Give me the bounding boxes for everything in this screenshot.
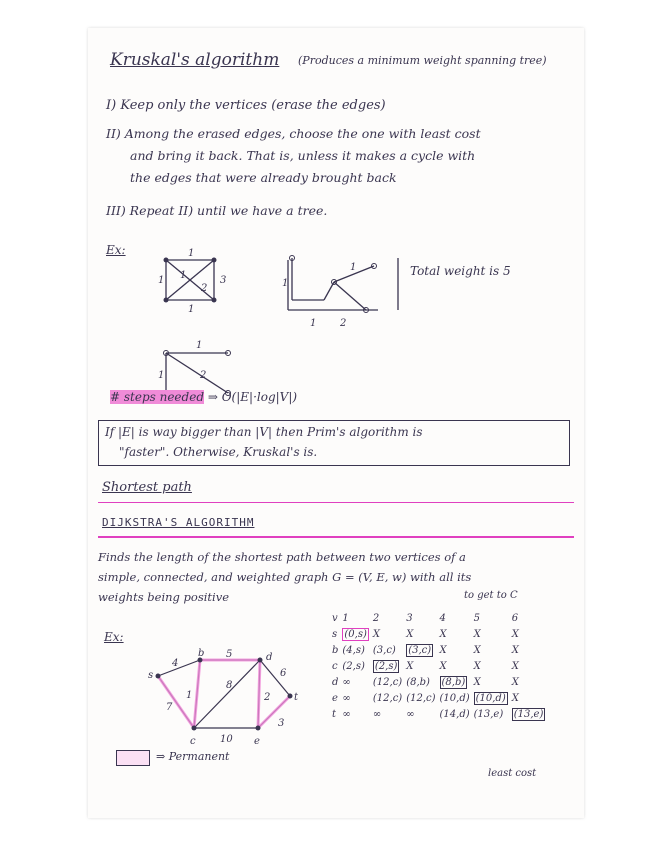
dijkstra-desc-line3: weights being positive	[98, 590, 230, 604]
prim-vs-kruskal-note	[98, 420, 570, 466]
kruskal-step-2-line2: and bring it back. That is, unless it makes a cycle with	[130, 148, 476, 163]
table-cell: X	[406, 660, 414, 672]
table-cell: X	[511, 644, 519, 656]
g1-weight: 1	[158, 275, 165, 286]
node-label: b	[198, 648, 205, 659]
table-cell: X	[511, 628, 519, 640]
table-cell: ∞	[342, 692, 351, 704]
table-cell: (12,c)	[372, 676, 403, 688]
kruskal-title: Kruskal's algorithm	[110, 50, 280, 70]
table-cell: X	[439, 628, 447, 640]
g1-vertex	[212, 258, 217, 263]
kruskal-subtitle: (Produces a minimum weight spanning tree)	[298, 54, 547, 67]
dijkstra-title: DIJKSTRA'S ALGORITHM	[102, 516, 255, 529]
table-cell: X	[511, 660, 519, 672]
table-header-cell: 6	[511, 612, 519, 624]
table-cell: (13,e)	[473, 708, 504, 720]
table-cell: (14,d)	[439, 708, 470, 720]
table-cell: X	[511, 676, 519, 688]
g2-weight: 2	[340, 318, 347, 329]
edge-weight: 6	[280, 668, 287, 679]
g3-weight: 2	[200, 370, 207, 381]
least-cost-note: least cost	[488, 768, 537, 779]
table-cell: (8,b)	[406, 676, 430, 688]
table-header-cell: 3	[406, 612, 413, 624]
node-label: d	[266, 652, 273, 663]
table-cell: ∞	[406, 708, 415, 720]
edge-weight: 5	[226, 649, 233, 660]
table-header-cell: v	[332, 612, 338, 624]
table-cell: X	[511, 692, 519, 704]
note-line-2: "faster". Otherwise, Kruskal's is.	[119, 445, 318, 459]
table-cell: (0,s)	[344, 628, 367, 640]
dijkstra-example-label: Ex:	[104, 630, 124, 644]
table-cell: X	[372, 628, 381, 640]
permanent-box-symbol	[116, 750, 150, 766]
g1-weight: 3	[220, 275, 227, 286]
table-header-cell: 2	[372, 612, 380, 624]
table-cell: (4,s)	[342, 644, 365, 656]
dijkstra-desc-line2: simple, connected, and weighted graph G = (V, E, w) with all its	[98, 570, 472, 584]
table-cell: (8,b)	[441, 676, 466, 688]
table-cell: (3,c)	[372, 644, 396, 656]
to-get-to-c-note: to get to C	[464, 590, 518, 601]
table-cell: X	[473, 660, 481, 672]
row-vertex: c	[332, 660, 338, 672]
dijkstra-table	[330, 610, 547, 722]
g2-weight: 1	[282, 278, 289, 289]
table-cell: (10,d)	[439, 692, 470, 704]
g1-vertex	[164, 298, 169, 303]
table-cell: X	[473, 628, 481, 640]
table-row	[330, 706, 547, 722]
note-line-1: If |E| is way bigger than |V| then Prim's algorithm is	[105, 425, 423, 439]
g1-weight: 1	[180, 270, 187, 281]
g3-weight: 1	[196, 340, 203, 351]
table-cell: (12,c)	[406, 692, 436, 704]
edge-weight: 3	[278, 718, 285, 729]
row-vertex: t	[332, 708, 337, 720]
table-cell: (2,s)	[374, 660, 398, 672]
edge-weight: 4	[172, 658, 179, 669]
table-cell: (2,s)	[342, 660, 365, 672]
table-cell: (10,d)	[475, 692, 506, 704]
table-cell: X	[439, 660, 447, 672]
table-cell: (3,c)	[408, 644, 432, 656]
g1-weight: 2	[201, 283, 208, 294]
table-cell: X	[473, 676, 481, 688]
node-label: e	[254, 736, 260, 747]
table-cell: X	[439, 644, 447, 656]
g2-weight: 1	[310, 318, 317, 329]
g1-weight: 1	[188, 248, 195, 259]
dijkstra-underline	[98, 536, 574, 538]
edge-weight: 7	[166, 702, 173, 713]
permanent-label: ⇒ Permanent	[156, 750, 230, 763]
steps-needed-row	[110, 390, 297, 404]
g1-weight: 1	[188, 304, 195, 315]
node-label: c	[190, 736, 196, 747]
edge-weight: 8	[226, 680, 233, 691]
kruskal-example-label: Ex:	[106, 243, 126, 257]
table-row	[330, 690, 547, 706]
table-cell: X	[406, 628, 414, 640]
row-vertex: s	[332, 628, 338, 640]
node-label: s	[148, 670, 154, 681]
table-header-cell: 1	[342, 612, 349, 624]
divider	[98, 502, 574, 503]
kruskal-step-3: III) Repeat II) until we have a tree.	[106, 203, 328, 218]
edge-weight: 10	[220, 734, 233, 745]
table-cell: (13,e)	[513, 708, 544, 720]
edge-weight: 2	[264, 692, 271, 703]
row-vertex: b	[332, 644, 339, 656]
table-header-row	[330, 610, 547, 626]
table-header-cell: 4	[439, 612, 446, 624]
kruskal-step-1: I) Keep only the vertices (erase the edges)	[106, 98, 386, 113]
table-cell: (12,c)	[372, 692, 403, 704]
dijkstra-desc-line1: Finds the length of the shortest path between two vertices of a	[98, 550, 466, 564]
kruskal-step-2-line3: the edges that were already brought back	[130, 170, 397, 185]
kruskal-graphs	[88, 238, 584, 398]
g3-weight: 1	[158, 370, 165, 381]
steps-needed-label: # steps needed	[110, 390, 205, 404]
table-row	[330, 674, 547, 690]
table-row	[330, 658, 547, 674]
g1-vertex	[164, 258, 169, 263]
kruskal-intermediate-graph	[166, 353, 228, 393]
table-cell: ∞	[342, 676, 351, 688]
dijkstra-graph	[128, 648, 328, 748]
complexity-formula: ⇒ O(|E|·log|V|)	[207, 390, 298, 404]
row-vertex: e	[332, 692, 338, 704]
edge-weight: 1	[186, 690, 193, 701]
kruskal-result-tree	[288, 258, 398, 310]
row-vertex: d	[332, 676, 339, 688]
table-row	[330, 642, 547, 658]
shortest-path-heading: Shortest path	[102, 480, 192, 495]
table-cell: ∞	[342, 708, 351, 720]
notebook-page	[88, 28, 584, 818]
table-header-cell: 5	[473, 612, 480, 624]
kruskal-step-2-line1: II) Among the erased edges, choose the one with least cost	[106, 126, 481, 141]
node-label: t	[294, 692, 299, 703]
g1-vertex	[212, 298, 217, 303]
table-cell: X	[473, 644, 481, 656]
total-weight-note: Total weight is 5	[410, 264, 511, 278]
table-cell: ∞	[372, 708, 382, 720]
kruskal-original-graph	[166, 260, 214, 300]
g2-weight: 1	[350, 262, 357, 273]
table-row	[330, 626, 547, 642]
